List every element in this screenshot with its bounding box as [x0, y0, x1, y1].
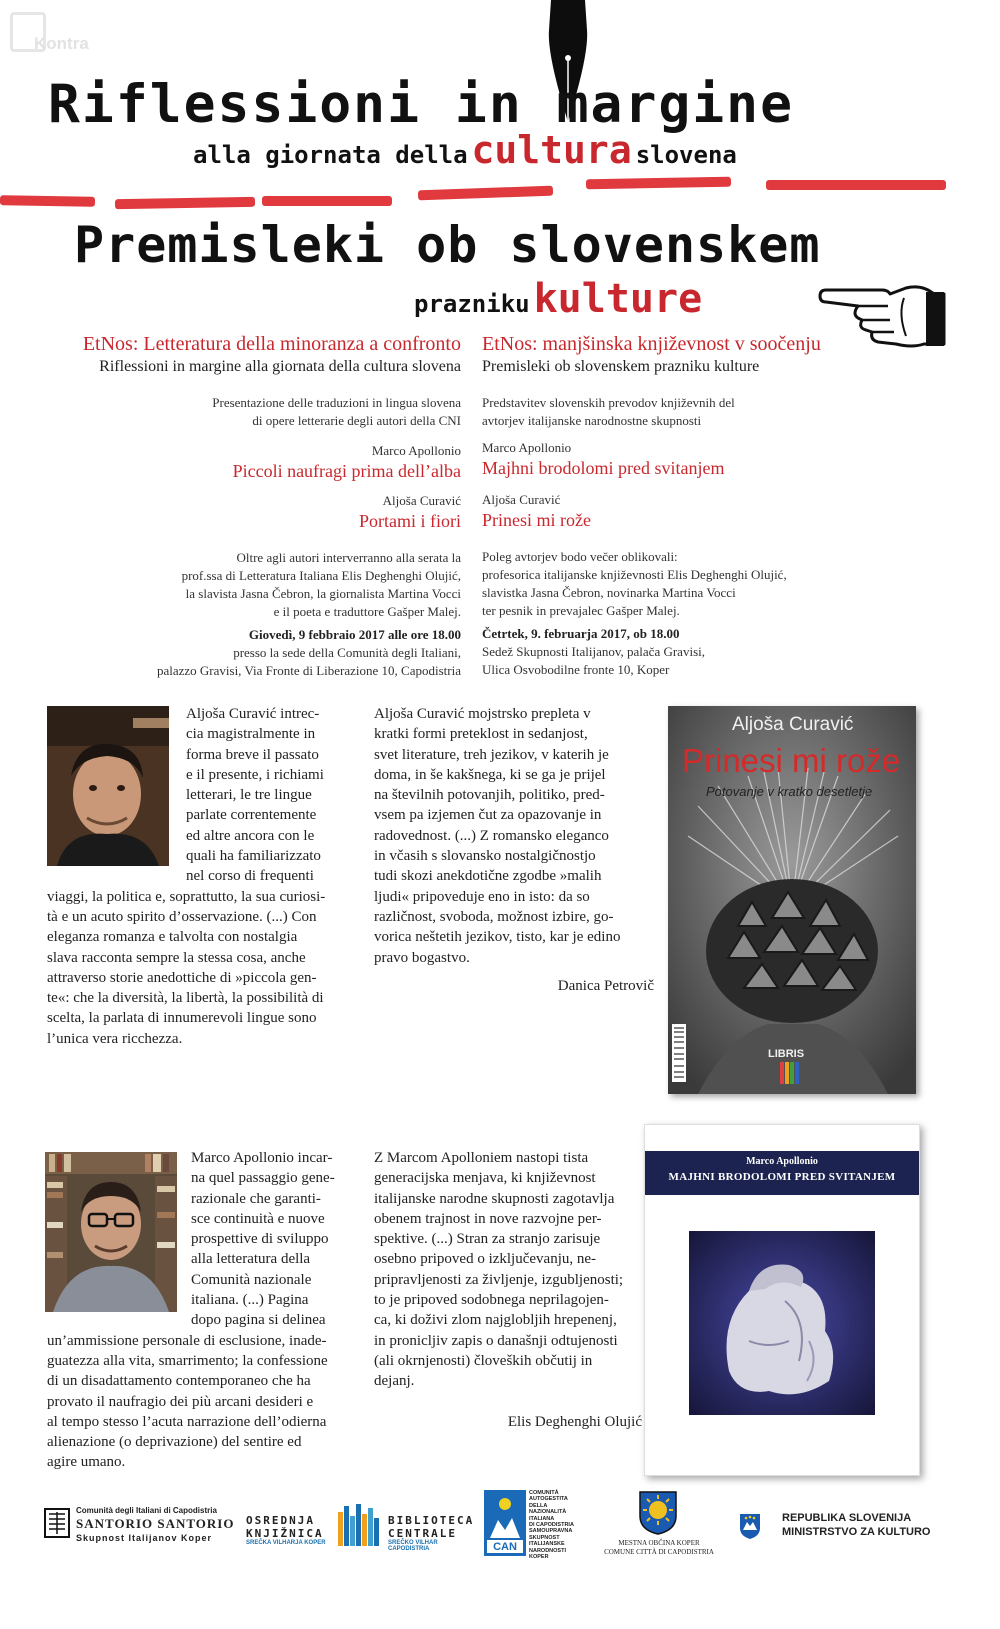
logo-municipality-koper	[604, 1490, 724, 1560]
library-it-line-1: BIBLIOTECA	[388, 1514, 475, 1527]
venue-line: Sedež Skupnosti Italijanov, palača Gravisi,	[482, 644, 705, 659]
review-line: nel corso di frequenti	[186, 868, 314, 885]
review-line: parlate correntemente	[186, 807, 317, 824]
review-line: vsem pa izjemen čut za opazovanje in	[374, 807, 602, 824]
speakers-line: e il poeta e traduttore Gašper Malej.	[273, 604, 461, 619]
review-apollonio-italian	[47, 1148, 347, 1473]
library-name-line-3: SREČKA VILHARJA KOPER	[246, 1540, 326, 1546]
speakers-line: ter pesnik in prevajalec Gašper Malej.	[482, 603, 680, 618]
library-it-line-3: SREČKO VILHAR CAPODISTRIA	[388, 1540, 438, 1552]
review-line: vorica neštetih jezikov, tisto, kar je edino	[374, 929, 621, 946]
presentation-slovenian	[482, 394, 902, 430]
review-line: razionale che garanti-	[191, 1190, 321, 1207]
library-it-line-2: CENTRALE	[388, 1527, 457, 1540]
subtitle-italian-highlight: cultura	[471, 128, 632, 172]
review-line: italijanske narodne skupnosti zagotavlja	[374, 1190, 615, 1207]
venue-italian	[60, 644, 461, 680]
can-text-line: AUTOGESTITA	[529, 1496, 568, 1503]
review-line: guatezza alla vita, smarrimento; la confessione	[47, 1352, 328, 1369]
review-line: Z Marcom Apolloniem nastopi tista	[374, 1150, 589, 1166]
review-line: generacijska menjava, ki književnost	[374, 1170, 596, 1187]
cover-title: Prinesi mi rože	[682, 742, 901, 779]
can-text-line: DELLA NAZIONALITÀ	[529, 1502, 567, 1516]
review-line: svet literature, treh jezikov, v katerih je	[374, 746, 609, 763]
review-line: Aljoša Curavić intrec-	[186, 706, 320, 722]
municipality-crest-icon	[638, 1490, 678, 1536]
subtitle-italian	[193, 128, 737, 172]
review-line: prospettive di sviluppo	[191, 1231, 329, 1248]
review-curavic-slovenian	[374, 704, 654, 996]
presentation-italian	[60, 394, 461, 430]
review-signature: Elis Deghenghi Olujić	[507, 1413, 642, 1430]
comunita-emblem-icon	[44, 1508, 70, 1538]
review-line: Aljoša Curavić mojstrsko prepleta v	[374, 706, 591, 722]
venue-line: presso la sede della Comunità degli Italiani,	[233, 645, 461, 660]
cover-figure-image	[689, 1231, 875, 1415]
cover-author: Marco Apollonio	[746, 1156, 818, 1167]
logo-ministry-culture	[738, 1510, 938, 1544]
logo-osrednja-knjiznica	[246, 1514, 336, 1550]
can-text-line: NARODNOSTI	[529, 1547, 566, 1554]
review-line: osebno pripoved o izključevanju, ne-	[374, 1251, 597, 1268]
review-line: e il presente, i richiami	[186, 766, 324, 783]
presentation-line: Presentazione delle traduzioni in lingua slovena	[212, 395, 461, 410]
subtitle-italian-c: slovena	[635, 141, 737, 169]
review-text-italian	[47, 1148, 347, 1473]
speakers-line: prof.ssa di Letteratura Italiana Elis Deghenghi Olujić,	[181, 568, 461, 583]
review-line: ed altre ancora con le	[186, 827, 315, 844]
title-italian: Riflessioni in margine	[48, 74, 794, 135]
review-line: (ali okrnjenosti) človeških občutij in	[374, 1352, 593, 1369]
review-line: scelta, la parlata di innumerevoli lingue sono	[47, 1010, 317, 1027]
book-title-curavic-italian: Portami i fiori	[359, 511, 461, 531]
can-text-line: SKUPNOST	[529, 1534, 560, 1541]
book-title-apollonio-italian: Piccoli naufragi prima dell’alba	[232, 461, 461, 481]
cover-title: MAJHNI BRODOLOMI PRED SVITANJEM	[668, 1171, 896, 1183]
cover-publisher: LIBRIS	[768, 1048, 805, 1060]
library-name-line-2: KNJIŽNICA	[246, 1527, 324, 1540]
book-title-apollonio-slovenian: Majhni brodolomi pred svitanjem	[482, 458, 725, 478]
review-curavic-italian	[47, 704, 347, 1049]
review-signature: Danica Petrovič	[557, 977, 654, 994]
speakers-slovenian	[482, 548, 902, 620]
review-text-slovenian	[374, 704, 654, 968]
library-books-icon	[336, 1502, 386, 1548]
subtitle-slovenian	[414, 276, 702, 322]
review-line: di un disadattamento contemporaneo che ha	[47, 1373, 311, 1390]
review-line: agire umano.	[47, 1454, 126, 1471]
event-info-slovenian	[482, 332, 902, 679]
review-line: attraverso storie anedottiche di »piccola gen-	[47, 969, 317, 986]
event-title-slovenian: EtNos: manjšinska književnost v soočenju	[482, 333, 821, 355]
review-line: pravo bogastvo.	[374, 949, 470, 966]
presentation-line: Predstavitev slovenskih prevodov književnih del	[482, 395, 735, 410]
author-apollonio-italian: Marco Apollonio	[371, 443, 461, 458]
review-line: tudi skozi anekdotične zgodbe »malih	[374, 868, 602, 885]
review-line: obenem trajnost in nove razvojne per-	[374, 1210, 602, 1227]
venue-line: palazzo Gravisi, Via Fronte di Liberazione 10, Capodistria	[156, 663, 461, 678]
review-line: kratki formi preteklost in sedanjost,	[374, 726, 588, 743]
review-line: cia magistralmente in	[186, 726, 316, 743]
municipality-name-slovenian: MESTNA OBČINA KOPER	[618, 1539, 700, 1547]
comunita-name-slovenian: Skupnost Italijanov Koper	[76, 1533, 213, 1543]
can-text-line: ITALIANA	[529, 1515, 555, 1522]
can-text-line: KOPER	[529, 1554, 549, 1561]
logo-can	[484, 1490, 584, 1560]
presentation-line: di opere letterarie degli autori della CNI	[252, 413, 461, 428]
can-label: CAN	[493, 1541, 517, 1553]
book-cover-majhni-brodolomi	[644, 1124, 920, 1476]
review-text-italian	[47, 704, 347, 1049]
speakers-line: profesorica italijanske književnosti Elis Deghenghi Olujić,	[482, 567, 787, 582]
event-date-italian: Giovedì, 9 febbraio 2017 alle ore 18.00	[248, 627, 461, 642]
speakers-line: slavistka Jasna Čebron, novinarka Martina Vocci	[482, 585, 736, 600]
review-text-slovenian	[374, 1148, 654, 1392]
review-line: ljudi« pripoveduje eno in isto: da so	[374, 888, 590, 905]
speakers-line: la slavista Jasna Čebron, la giornalista Martina Vocci	[185, 586, 461, 601]
title-slovenian: Premisleki ob slovenskem	[74, 216, 821, 274]
review-line: letterari, le tre lingue	[186, 787, 312, 804]
review-apollonio-slovenian	[374, 1148, 654, 1432]
review-line: radovednost. (...) Z romansko eleganco	[374, 827, 609, 844]
event-info-italian	[60, 332, 461, 680]
can-text-line: COMUNITÀ	[529, 1490, 559, 1496]
review-line: različnost, svoboda, možnost izbire, go-	[374, 908, 614, 925]
author-curavic-slovenian: Aljoša Curavić	[482, 492, 561, 507]
review-line: te«: che la diversità, la libertà, la possibilità di	[47, 990, 324, 1007]
slovenia-coat-of-arms-icon	[738, 1512, 762, 1540]
cover-subtitle: Potovanje v kratko desetletje	[706, 784, 873, 799]
review-line: in včasih s slovansko nostalgičnostjo	[374, 848, 596, 865]
ministry-name: MINISTRSTVO ZA KULTURO	[782, 1526, 931, 1538]
review-line: tà e un acuto spirito d’osservazione. (...) Con	[47, 908, 317, 925]
review-line: italiana. (...) Pagina	[191, 1292, 309, 1309]
logo-comunita-italiani	[44, 1506, 244, 1546]
speakers-line: Poleg avtorjev bodo večer oblikovali:	[482, 549, 678, 564]
subtitle-slovenian-a: prazniku	[414, 290, 530, 318]
subtitle-italian-a: alla giornata della	[193, 141, 468, 169]
review-line: pripravljenosti za življenje, izgubljenosti;	[374, 1271, 624, 1288]
can-text	[529, 1490, 584, 1560]
review-line: dejanj.	[374, 1373, 415, 1390]
can-text-line: ITALIJANSKE	[529, 1541, 565, 1548]
event-title-italian: EtNos: Letteratura della minoranza a confronto	[82, 333, 461, 355]
comunita-name-santorio: SANTORIO SANTORIO	[76, 1516, 235, 1531]
review-line: Marco Apollonio incar-	[191, 1150, 333, 1166]
review-line: doma, in še kakšnega, ki se ga je prijel	[374, 766, 606, 783]
venue-line: Ulica Osvobodilne fronte 10, Koper	[482, 662, 670, 677]
can-text-line: DI CAPODISTRIA	[529, 1522, 574, 1529]
watermark-logo	[10, 12, 120, 58]
review-line: sce continuità e nuove	[191, 1210, 325, 1227]
ministry-country: REPUBLIKA SLOVENIJA	[782, 1512, 912, 1524]
review-line: al tempo stesso l’acuta narrazione dell’odierna	[47, 1413, 327, 1430]
subtitle-slovenian-highlight: kulture	[533, 276, 703, 322]
author-apollonio-slovenian: Marco Apollonio	[482, 440, 572, 455]
review-line: alla letteratura della	[191, 1251, 311, 1268]
watermark-text: Kontra	[34, 34, 89, 53]
event-date-slovenian: Četrtek, 9. februarja 2017, ob 18.00	[482, 626, 680, 641]
review-line: l’unica vera ricchezza.	[47, 1030, 183, 1047]
review-line: Comunità nazionale	[191, 1271, 312, 1288]
cover-author: Aljoša Curavić	[732, 714, 854, 735]
review-line: in pronicljiv zapis o današnji odtujenosti	[374, 1332, 618, 1349]
presentation-line: avtorjev italijanske narodnostne skupnosti	[482, 413, 702, 428]
review-line: provato il naufragio dei più arcani desideri e	[47, 1393, 314, 1410]
review-line: forma breve il passato	[186, 746, 319, 763]
author-curavic-italian: Aljoša Curavić	[382, 493, 461, 508]
review-line: eleganza romanza e talvolta con nostalgia	[47, 929, 298, 946]
review-line: slava racconta sempre la stessa cosa, anche	[47, 949, 306, 966]
review-line: spektive. (...) Stran za stranjo zarisuje	[374, 1231, 601, 1248]
comunita-name-italian: Comunità degli Italiani di Capodistria	[76, 1506, 217, 1515]
book-title-curavic-slovenian: Prinesi mi rože	[482, 510, 591, 530]
review-line: alienazione (o deprivazione) del sentire ed	[47, 1434, 302, 1451]
municipality-name-italian: COMUNE CITTÀ DI CAPODISTRIA	[604, 1548, 714, 1556]
review-line: to je pripoved sodobnega neprilagojen-	[374, 1292, 609, 1309]
review-line: na quel passaggio gene-	[191, 1170, 335, 1187]
event-subtitle-slovenian: Premisleki ob slovenskem prazniku kulture	[482, 358, 760, 375]
review-line: na številnih potovanjih, politiko, pred-	[374, 787, 605, 804]
speakers-italian	[60, 549, 461, 621]
library-name-line-1: OSREDNJA	[246, 1514, 315, 1527]
review-line: ca, ki doživi zlom najglobljih hrepenenj,	[374, 1312, 617, 1329]
review-line: viaggi, la politica e, soprattutto, la sua curiosi-	[47, 888, 326, 905]
speakers-line: Oltre agli autori interverranno alla serata la	[236, 550, 461, 565]
review-line: un’ammissione personale di esclusione, inade-	[47, 1332, 327, 1349]
logo-biblioteca-centrale	[388, 1514, 478, 1550]
event-subtitle-italian: Riflessioni in margine alla giornata della cultura slovena	[99, 358, 461, 375]
book-cover-prinesi-mi-roze	[668, 706, 916, 1094]
can-text-line: SAMOUPRAVNA	[529, 1528, 573, 1535]
venue-slovenian	[482, 643, 902, 679]
review-line: dopo pagina si delinea	[191, 1312, 326, 1329]
review-line: quali ha familiarizzato	[186, 848, 321, 865]
